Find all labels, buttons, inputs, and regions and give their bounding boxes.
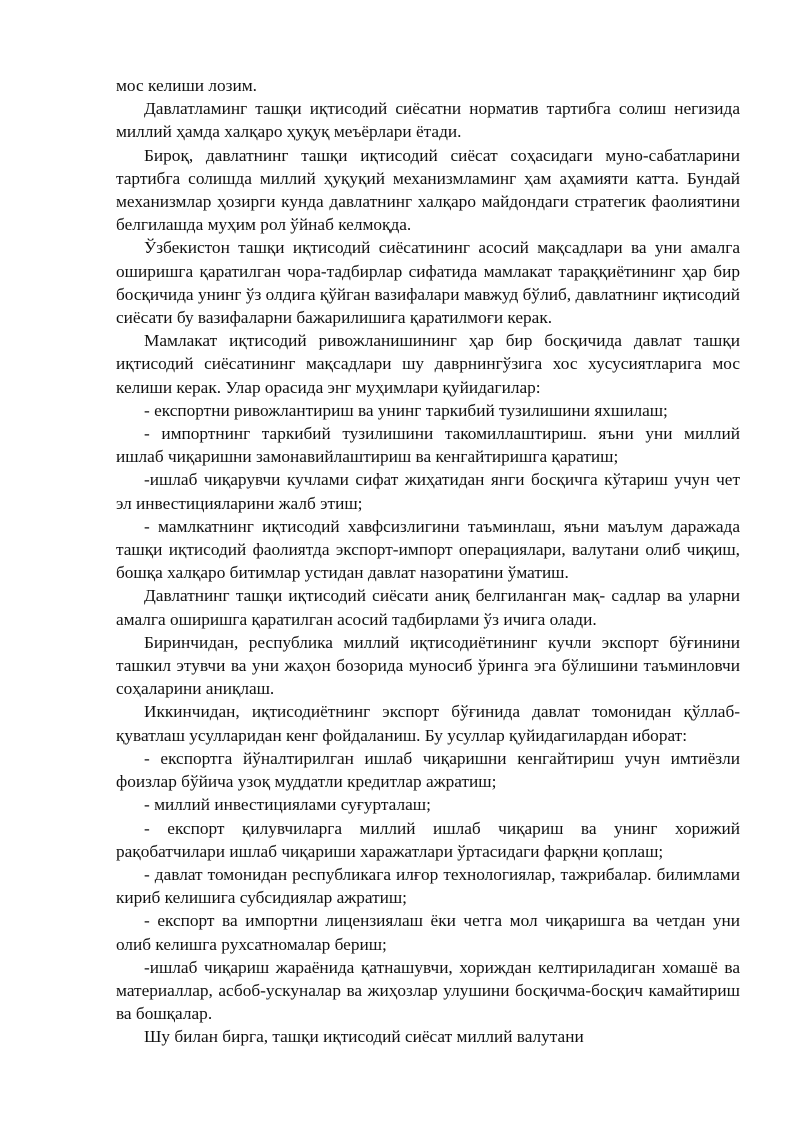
list-item: - експорт қилувчиларга миллий ишлаб чиқариш ва унинг хорижий рақобатчилари ишлаб чиқариши харажатлари ўртасидаги фарқни қоплаш;	[116, 818, 740, 861]
list-item: - миллий инвестициялами суғурталаш;	[144, 795, 431, 815]
list-item: -ишлаб чиқарувчи кучлами сифат жиҳатидан янги босқичга кўтариш учун чет эл инвестицияларини жалб этиш;	[116, 470, 740, 513]
paragraph: Давлатнинг ташқи иқтисодий сиёсати аниқ белгиланган мақ- садлар ва уларни амалга оширишга қаратилган асосий тадбирлами ўз ичига олади.	[116, 586, 740, 629]
list-item: - експортга йўналтирилган ишлаб чиқаришни кенгайтириш учун имтиёзли фоизлар бўйича узоқ муддатли кредитлар ажратиш;	[116, 748, 740, 792]
document-page	[116, 74, 740, 1049]
paragraph: Биринчидан, республика миллий иқтисодиётининг кучли экспорт бўғинини ташкил этувчи ва уни жаҳон бозорида муносиб ўринга эга бўлишини таъминловчи соҳаларини аниқлаш.	[116, 632, 740, 699]
paragraph: мос келиши лозим.	[116, 76, 257, 95]
list-item: - импортнинг таркибий тузилишини такомиллаштириш. яъни уни миллий ишлаб чиқаришни замонавийлаштириш ва кенгайтиришга қаратиш;	[116, 424, 740, 467]
list-item: - давлат томонидан республикага илғор технологиялар, тажрибалар. билимлами кириб келишига субсидиялар ажратиш;	[116, 864, 740, 908]
list-item: - експортни ривожлантириш ва унинг таркибий тузилишини яхшилаш;	[144, 400, 668, 420]
list-item: - мамлкатнинг иқтисодий хавфсизлигини таъминлаш, яъни маълум даражада ташқи иқтисодий фаолиятда экспорт-импорт операциялари, валутани олиб чиқиш, бошқа халқаро битимлар устидан давлат назоратини ўматиш.	[116, 516, 740, 583]
paragraph: Давлатламинг ташқи иқтисодий сиёсатни норматив тартибга солиш негизида миллий ҳамда халқаро ҳуқуқ меъёрлари ётади.	[116, 99, 740, 142]
paragraph: Иккинчидан, иқтисодиётнинг экспорт бўғинида давлат томонидан қўллаб-қуватлаш усулларидан кенг фойдаланиш. Бу усуллар қуйидагилардан иборат:	[116, 702, 740, 745]
paragraph: Мамлакат иқтисодий ривожланишининг ҳар бир босқичида давлат ташқи иқтисодий сиёсатининг мақсадлари шу даврнингўзига хос хусусиятларига мос келиши керак. Улар орасида энг муҳимлари қуйидагилар:	[116, 331, 740, 397]
paragraph: Шу билан бирга, ташқи иқтисодий сиёсат миллий валутани	[144, 1027, 584, 1047]
paragraph: Бироқ, давлатнинг ташқи иқтисодий сиёсат соҳасидаги муно-сабатларини тартибга солишда миллий ҳуқуқий механизмламинг ҳам аҳамияти катта. Бундай механизмлар ҳозирги кунда давлатнинг халқаро майдондаги стратегик фаолиятини белгилашда муҳим рол ўйнаб келмоқда.	[116, 145, 740, 235]
list-item: - експорт ва импортни лицензиялаш ёки четга мол чиқаришга ва четдан уни олиб келишга рухсатномалар бериш;	[116, 911, 740, 954]
paragraph: Ўзбекистон ташқи иқтисодий сиёсатининг асосий мақсадлари ва уни амалга оширишга қаратилган чора-тадбирлар сифатида мамлакат тараққиётининг ҳар бир босқичида унинг ўз олдига қўйган вазифалари мавжуд бўлиб, давлатнинг иқтисодий сиёсати бу вазифаларни бажарилишига қаратилмоғи керак.	[116, 238, 740, 328]
list-item: -ишлаб чиқариш жараёнида қатнашувчи, хориждан келтириладиган хомашё ва материаллар, асбоб-ускуналар ва жиҳозлар улушини босқичма-босқич камайтириш ва бошқалар.	[116, 957, 740, 1024]
